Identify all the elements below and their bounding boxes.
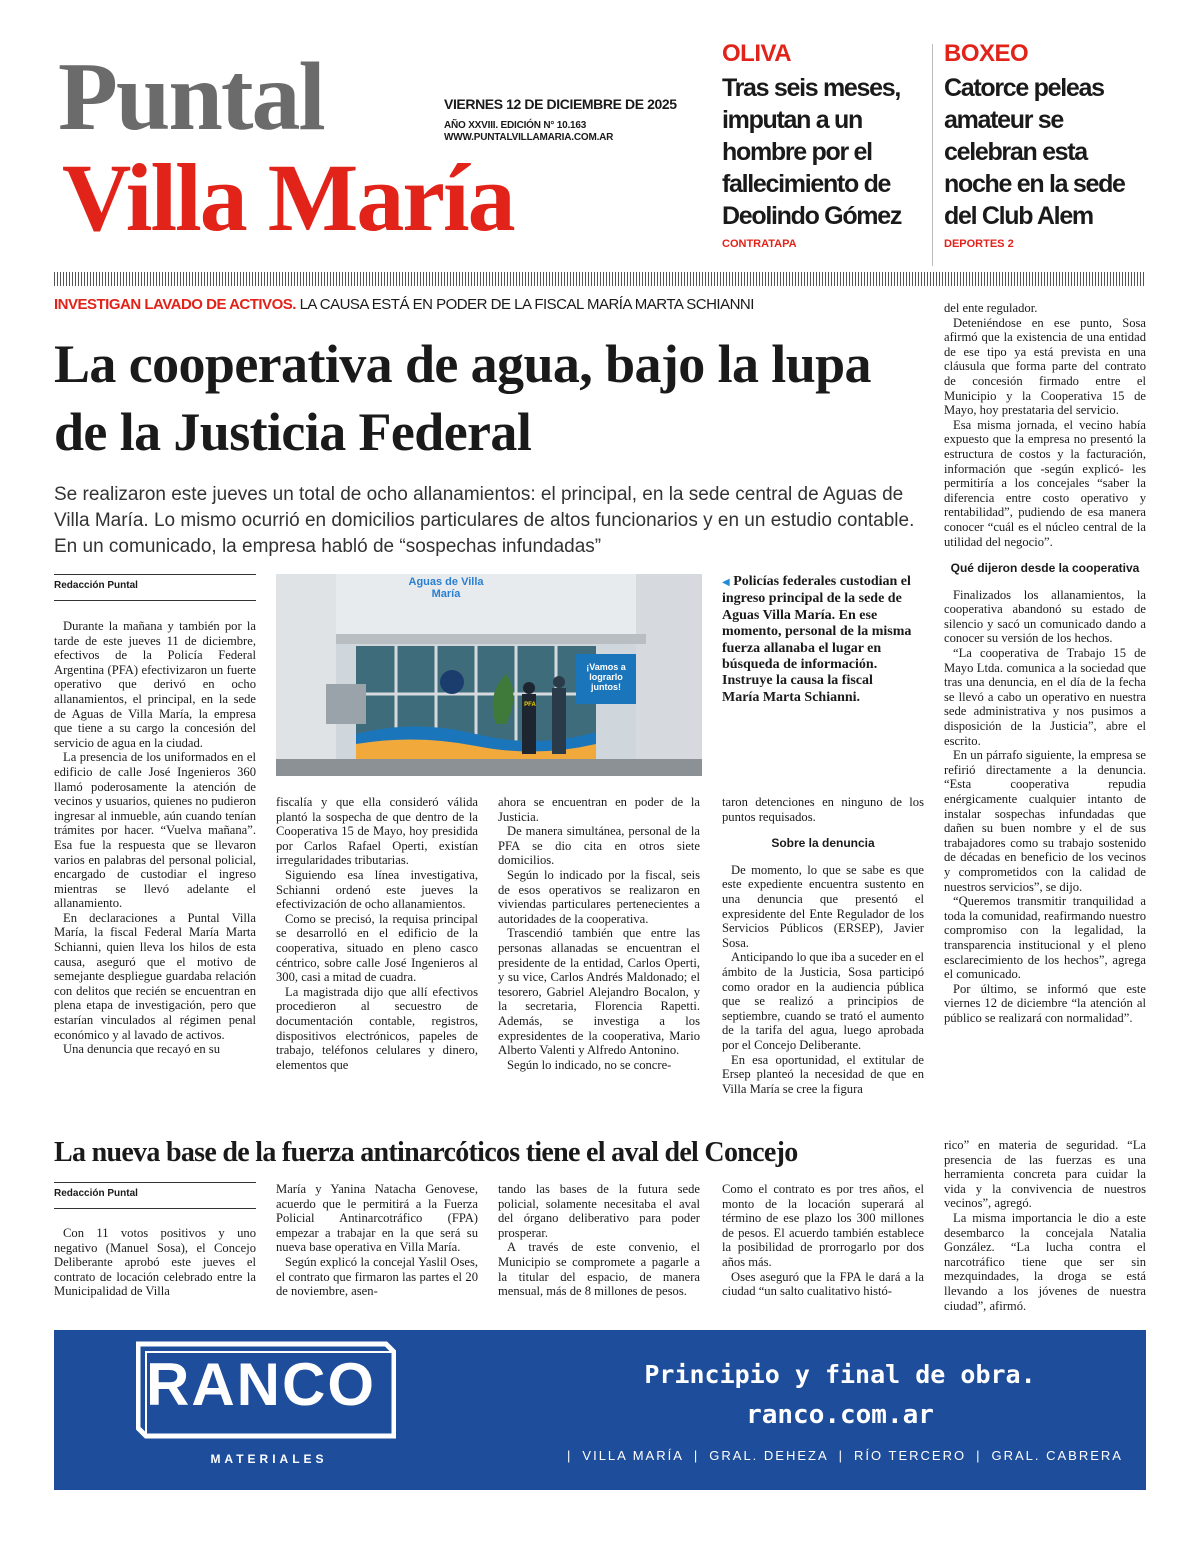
website-link[interactable]: WWW.PUNTALVILLAMARIA.COM.AR bbox=[444, 132, 614, 143]
paragraph: Esa misma jornada, el vecino había expuesto que la empresa no presentó la estructura de costos y la facturación, información que -según explicó- les permitiría a los concejales “saber la diferencia entre costo operativo y rentabilidad”, pudiendo de esa manera conocer “cuál es el núcleo central de la utilidad del negocio”. bbox=[944, 417, 1146, 549]
paragraph: “Queremos transmitir tranquilidad a toda la comunidad, reafirmando nuestro compromiso con la legalidad, la transparencia institucional y el pleno esclarecimiento de los hechos”, agrega el comunicado. bbox=[944, 894, 1146, 982]
caption-text: Policías federales custodian el ingreso principal de la sede de Aguas Villa María. En ese momento, personal de la misma fuerza allanaba el lugar en búsqueda de información. Instruye la causa la fiscal María Marta Schianni. bbox=[722, 574, 912, 705]
second-column-1 bbox=[54, 1226, 256, 1299]
ranco-advertisement[interactable] bbox=[54, 1330, 1146, 1490]
paragraph: “La cooperativa de Trabajo 15 de Mayo Ltda. comunica a la sociedad que tras una denuncia, en el día de la fecha se llevó a cabo un operativo en nuestra sede administrativa y nos pusimos a disposición de la Justicia”, abre el escrito. bbox=[944, 646, 1146, 748]
paragraph: Como el contrato es por tres años, el monto de la locación superará al término de ese plazo los 300 millones de pesos. El acuerdo también establece la posibilidad de prorrogarlo por dos años más. bbox=[722, 1182, 924, 1269]
paragraph: En un párrafo siguiente, la empresa se refirió directamente a la denuncia. “Esta cooperativa repudia enérgicamente cualquier intanto de instalar sospechas infundadas que dañen su buen nombre y el de sus trabajadores como su trabajo sostenido de décadas en beneficio de los vecinos y comprometidos con la calidad de nuestros servicios”, se dijo. bbox=[944, 748, 1146, 894]
second-headline[interactable]: La nueva base de la fuerza antinarcóticos tiene el aval del Concejo bbox=[54, 1137, 798, 1168]
paragraph: Según explicó la concejal Yaslil Oses, el contrato que firmaron las partes el 20 de noviembre, asen- bbox=[276, 1254, 478, 1299]
paragraph: Trascendió también que entre las personas allanadas se encuentran el presidente de la entidad, Carlos Operti, y su vice, Carlos Andrés Maldonado; el tesorero, Gabriel Alejandro Bocalon, y la secretaria, Florencia Rapetti. Además, se investiga a los expresidentes de la cooperativa, Mario Alberto Valenti y Alfredo Antonino. bbox=[498, 926, 700, 1058]
paragraph: Siguiendo esa línea investigativa, Schianni ordenó este jueves la efectivización de ocho allanamientos. bbox=[276, 867, 478, 912]
paragraph: De momento, lo que se sabe es que este expediente encuentra sustento en una denuncia que presentó el expresidente del Ente Regulador de los Servicios Públicos (ERSEP), Javier Sosa. bbox=[722, 862, 924, 950]
paragraph: Durante la mañana y también por la tarde de este jueves 11 de diciembre, efectivos de la Policía Federal Argentina (PFA) efectivizaron un fuerte operativo que derivó en ocho allanamientos, el principal, en la sede de Aguas de Villa María, la empresa que tiene a su cargo la concesión del servicio de agua en la ciudad. bbox=[54, 619, 256, 750]
second-column-3 bbox=[498, 1182, 700, 1299]
paragraph: En esa oportunidad, el extitular de Ersep planteó la necesidad de que en Villa María se cree la figura bbox=[722, 1052, 924, 1096]
main-photo bbox=[276, 574, 702, 776]
edition-number: AÑO XXVIII. EDICIÓN N° 10.163 bbox=[444, 119, 587, 131]
masthead-villa-maria: Villa María bbox=[62, 144, 514, 251]
second-column-2 bbox=[276, 1182, 478, 1299]
paragraph: Una denuncia que recayó en su bbox=[63, 1042, 221, 1057]
paragraph: del ente regulador. bbox=[944, 301, 1038, 315]
ad-slogan: Principio y final de obra. bbox=[644, 1360, 1036, 1389]
photo-sign: Aguas de Villa María bbox=[408, 576, 484, 600]
paragraph: La presencia de los uniformados en el edificio de calle José Ingenieros 360 llamó poderosamente la atención de vecinos y usuarios, quienes no pudieron ingresar al inmueble, aún cuando tenían trámites por hacer. “Vuelva mañana”. Esa fue la respuesta que se llevaron varios en palabras del personal policial, encargado de custodiar el ingreso mientras se llevó adelante el allanamiento. bbox=[54, 750, 256, 911]
ranco-logo bbox=[136, 1340, 396, 1440]
paragraph: Según lo indicado, no se concre- bbox=[507, 1057, 672, 1072]
paragraph: A través de este convenio, el Municipio se compromete a pagarle a la titular del espacio, de manera mensual, más de 8 millones de pesos. bbox=[498, 1240, 700, 1299]
edition-date: VIERNES 12 DE DICIEMBRE DE 2025 bbox=[444, 96, 677, 112]
masthead-rule bbox=[54, 272, 1146, 286]
paragraph: La misma importancia le dio a este desembarco la concejala Natalia González. “La lucha contra el narcotráfico tiene que ser sin mezquindades, la droga se está llevando a los jóvenes de nuestra ciudad”, afirmó. bbox=[944, 1210, 1146, 1313]
paragraph: Por último, se informó que este viernes 12 de diciembre “la atención al público se realizará con normalidad”. bbox=[944, 981, 1146, 1025]
paragraph: Finalizados los allanamientos, la cooperativa abandonó su estado de silencio y sacó un comunicado dando a conocer su versión de los hechos. bbox=[944, 587, 1146, 646]
ad-website[interactable]: ranco.com.ar bbox=[746, 1400, 934, 1430]
byline: Redacción Puntal bbox=[54, 574, 256, 601]
main-column-2 bbox=[276, 795, 478, 1072]
ad-city: RÍO TERCERO bbox=[854, 1448, 967, 1463]
teaser-kicker: BOXEO bbox=[944, 40, 1029, 67]
main-kicker bbox=[54, 296, 754, 313]
kicker-text: LA CAUSA ESTÁ EN PODER DE LA FISCAL MARÍA MARTA SCHIANNI bbox=[295, 296, 754, 313]
ad-city: GRAL. DEHEZA bbox=[709, 1448, 829, 1463]
kicker-highlight: INVESTIGAN LAVADO DE ACTIVOS. bbox=[54, 296, 296, 313]
paragraph: Anticipando lo que iba a suceder en el ámbito de la Justicia, Sosa participó como orador en la audiencia pública que se realizó a principios de septiembre, cuando se trató el aumento de la tarifa del agua, luego aprobada por el Concejo Deliberante. bbox=[722, 950, 924, 1052]
paragraph: ahora se encuentran en poder de la Justicia. bbox=[498, 795, 700, 824]
caption-arrow-icon: ◀ bbox=[722, 577, 730, 588]
main-column-5 bbox=[944, 301, 1146, 1026]
ad-cities: | VILLA MARÍA | GRAL. DEHEZA | RÍO TERCERO | GRAL. CABRERA bbox=[567, 1448, 1123, 1463]
teaser-oliva[interactable] bbox=[722, 42, 922, 250]
teaser-kicker: OLIVA bbox=[722, 40, 792, 67]
paragraph: Según lo indicado por la fiscal, seis de esos operativos se realizaron en viviendas particulares pertenecientes a autoridades de la cooperativa. bbox=[498, 867, 700, 926]
subheading: Sobre la denuncia bbox=[771, 836, 875, 851]
main-column-4 bbox=[722, 795, 924, 1096]
byline: Redacción Puntal bbox=[54, 1182, 256, 1209]
main-deck: Se realizaron este jueves un total de ocho allanamientos: el principal, en la sede central de Aguas de Villa María. Lo mismo ocurrió en domicilios particulares de altos funcionarios y en un estudio contable. En un comunicado, la empresa habló de “sospechas infundadas” bbox=[54, 484, 915, 557]
ad-city: GRAL. CABRERA bbox=[991, 1448, 1123, 1463]
paragraph: María y Yanina Natacha Genovese, acuerdo que le permitirá a la Fuerza Policial Antinarcotráfico (FPA) empezar a trabajar en la que será su nueva base operativa en Villa María. bbox=[276, 1182, 478, 1255]
paragraph: Con 11 votos positivos y uno negativo (Manuel Sosa), el Concejo Deliberante aprobó este jueves el contrato de locación celebrado entre la Municipalidad de Villa bbox=[54, 1226, 256, 1299]
main-column-1 bbox=[54, 619, 256, 1057]
ad-city: VILLA MARÍA bbox=[582, 1448, 684, 1463]
photo-vest: PFA bbox=[524, 702, 536, 708]
paragraph: Como se precisó, la requisa principal se desarrolló en el edificio de la cooperativa, situado en pleno casco céntrico, sobre calle José Ingenieros al 300, casi a mitad de cuadra. bbox=[276, 911, 478, 985]
second-byline-block bbox=[54, 1182, 256, 1209]
paragraph: La magistrada dijo que allí efectivos procedieron al secuestro de documentación contable, registros, dispositivos electrónicos, papeles de trabajo, teléfonos celulares y dinero, elementos que bbox=[276, 984, 478, 1072]
teaser-divider bbox=[932, 44, 933, 266]
subheading: Qué dijeron desde la cooperativa bbox=[950, 561, 1140, 576]
main-byline-block bbox=[54, 574, 256, 601]
masthead-info bbox=[444, 96, 677, 145]
logo-wordmark: RANCO bbox=[146, 1351, 376, 1418]
paragraph: taron detenciones en ninguno de los puntos requisados. bbox=[722, 795, 924, 824]
paragraph: tando las bases de la futura sede policial, solamente necesitaba el aval del órgano deliberativo para poder prosperar. bbox=[498, 1182, 700, 1240]
teaser-section: DEPORTES 2 bbox=[944, 238, 1014, 250]
paragraph: Deteniéndose en ese punto, Sosa afirmó que la existencia de una entidad de ese tipo ya está prevista en una cláusula que forma parte del contrato de concesión firmado entre el Municipio y la Cooperativa 15 de Mayo, hoy prestataria del servicio. bbox=[944, 315, 1146, 418]
teaser-headline[interactable]: Catorce peleas amateur se celebran esta noche en la sede del Club Alem bbox=[944, 74, 1125, 230]
paragraph: De manera simultánea, personal de la PFA se dio cita en otros siete domicilios. bbox=[498, 824, 700, 868]
teaser-boxeo[interactable] bbox=[944, 42, 1144, 250]
masthead-puntal: Puntal bbox=[58, 43, 324, 151]
teaser-section: CONTRATAPA bbox=[722, 238, 797, 250]
main-column-3 bbox=[498, 795, 700, 1072]
paragraph: rico” en materia de seguridad. “La presencia de las fuerzas es una herramienta concreta para cuidar la vida y la convivencia de nuestros vecinos”, agregó. bbox=[944, 1138, 1146, 1211]
second-column-5 bbox=[944, 1138, 1146, 1313]
second-column-4 bbox=[722, 1182, 924, 1299]
building-photo-illustration bbox=[276, 574, 702, 776]
paragraph: En declaraciones a Puntal Villa María, la fiscal Federal María Marta Schianni, quien lleva los hilos de esta causa, aseguró que el motivo de semejante despliegue guardaba relación con delitos que recién se encuentran en plena etapa de investigación, pero que estarían vinculados al régimen penal económico y al lavado de activos. bbox=[54, 910, 256, 1042]
photo-poster: ¡Vamos a lograrlo juntos! bbox=[586, 662, 626, 692]
logo-subtitle: MATERIALES bbox=[210, 1452, 328, 1466]
teaser-headline[interactable]: Tras seis meses, imputan a un hombre por el fallecimiento de Deolindo Gómez bbox=[722, 74, 902, 230]
paragraph: fiscalía y que ella consideró válida plantó la sospecha de que dentro de la Cooperativa 15 de Mayo, hoy presidida por Carlos Rafael Operti, existían irregularidades tributarias. bbox=[276, 795, 478, 868]
paragraph: Oses aseguró que la FPA le dará a la ciudad “un salto cualitativo histó- bbox=[722, 1269, 924, 1299]
photo-caption bbox=[722, 574, 912, 706]
main-headline[interactable]: La cooperativa de agua, bajo la lupa de la Justicia Federal bbox=[54, 334, 871, 462]
